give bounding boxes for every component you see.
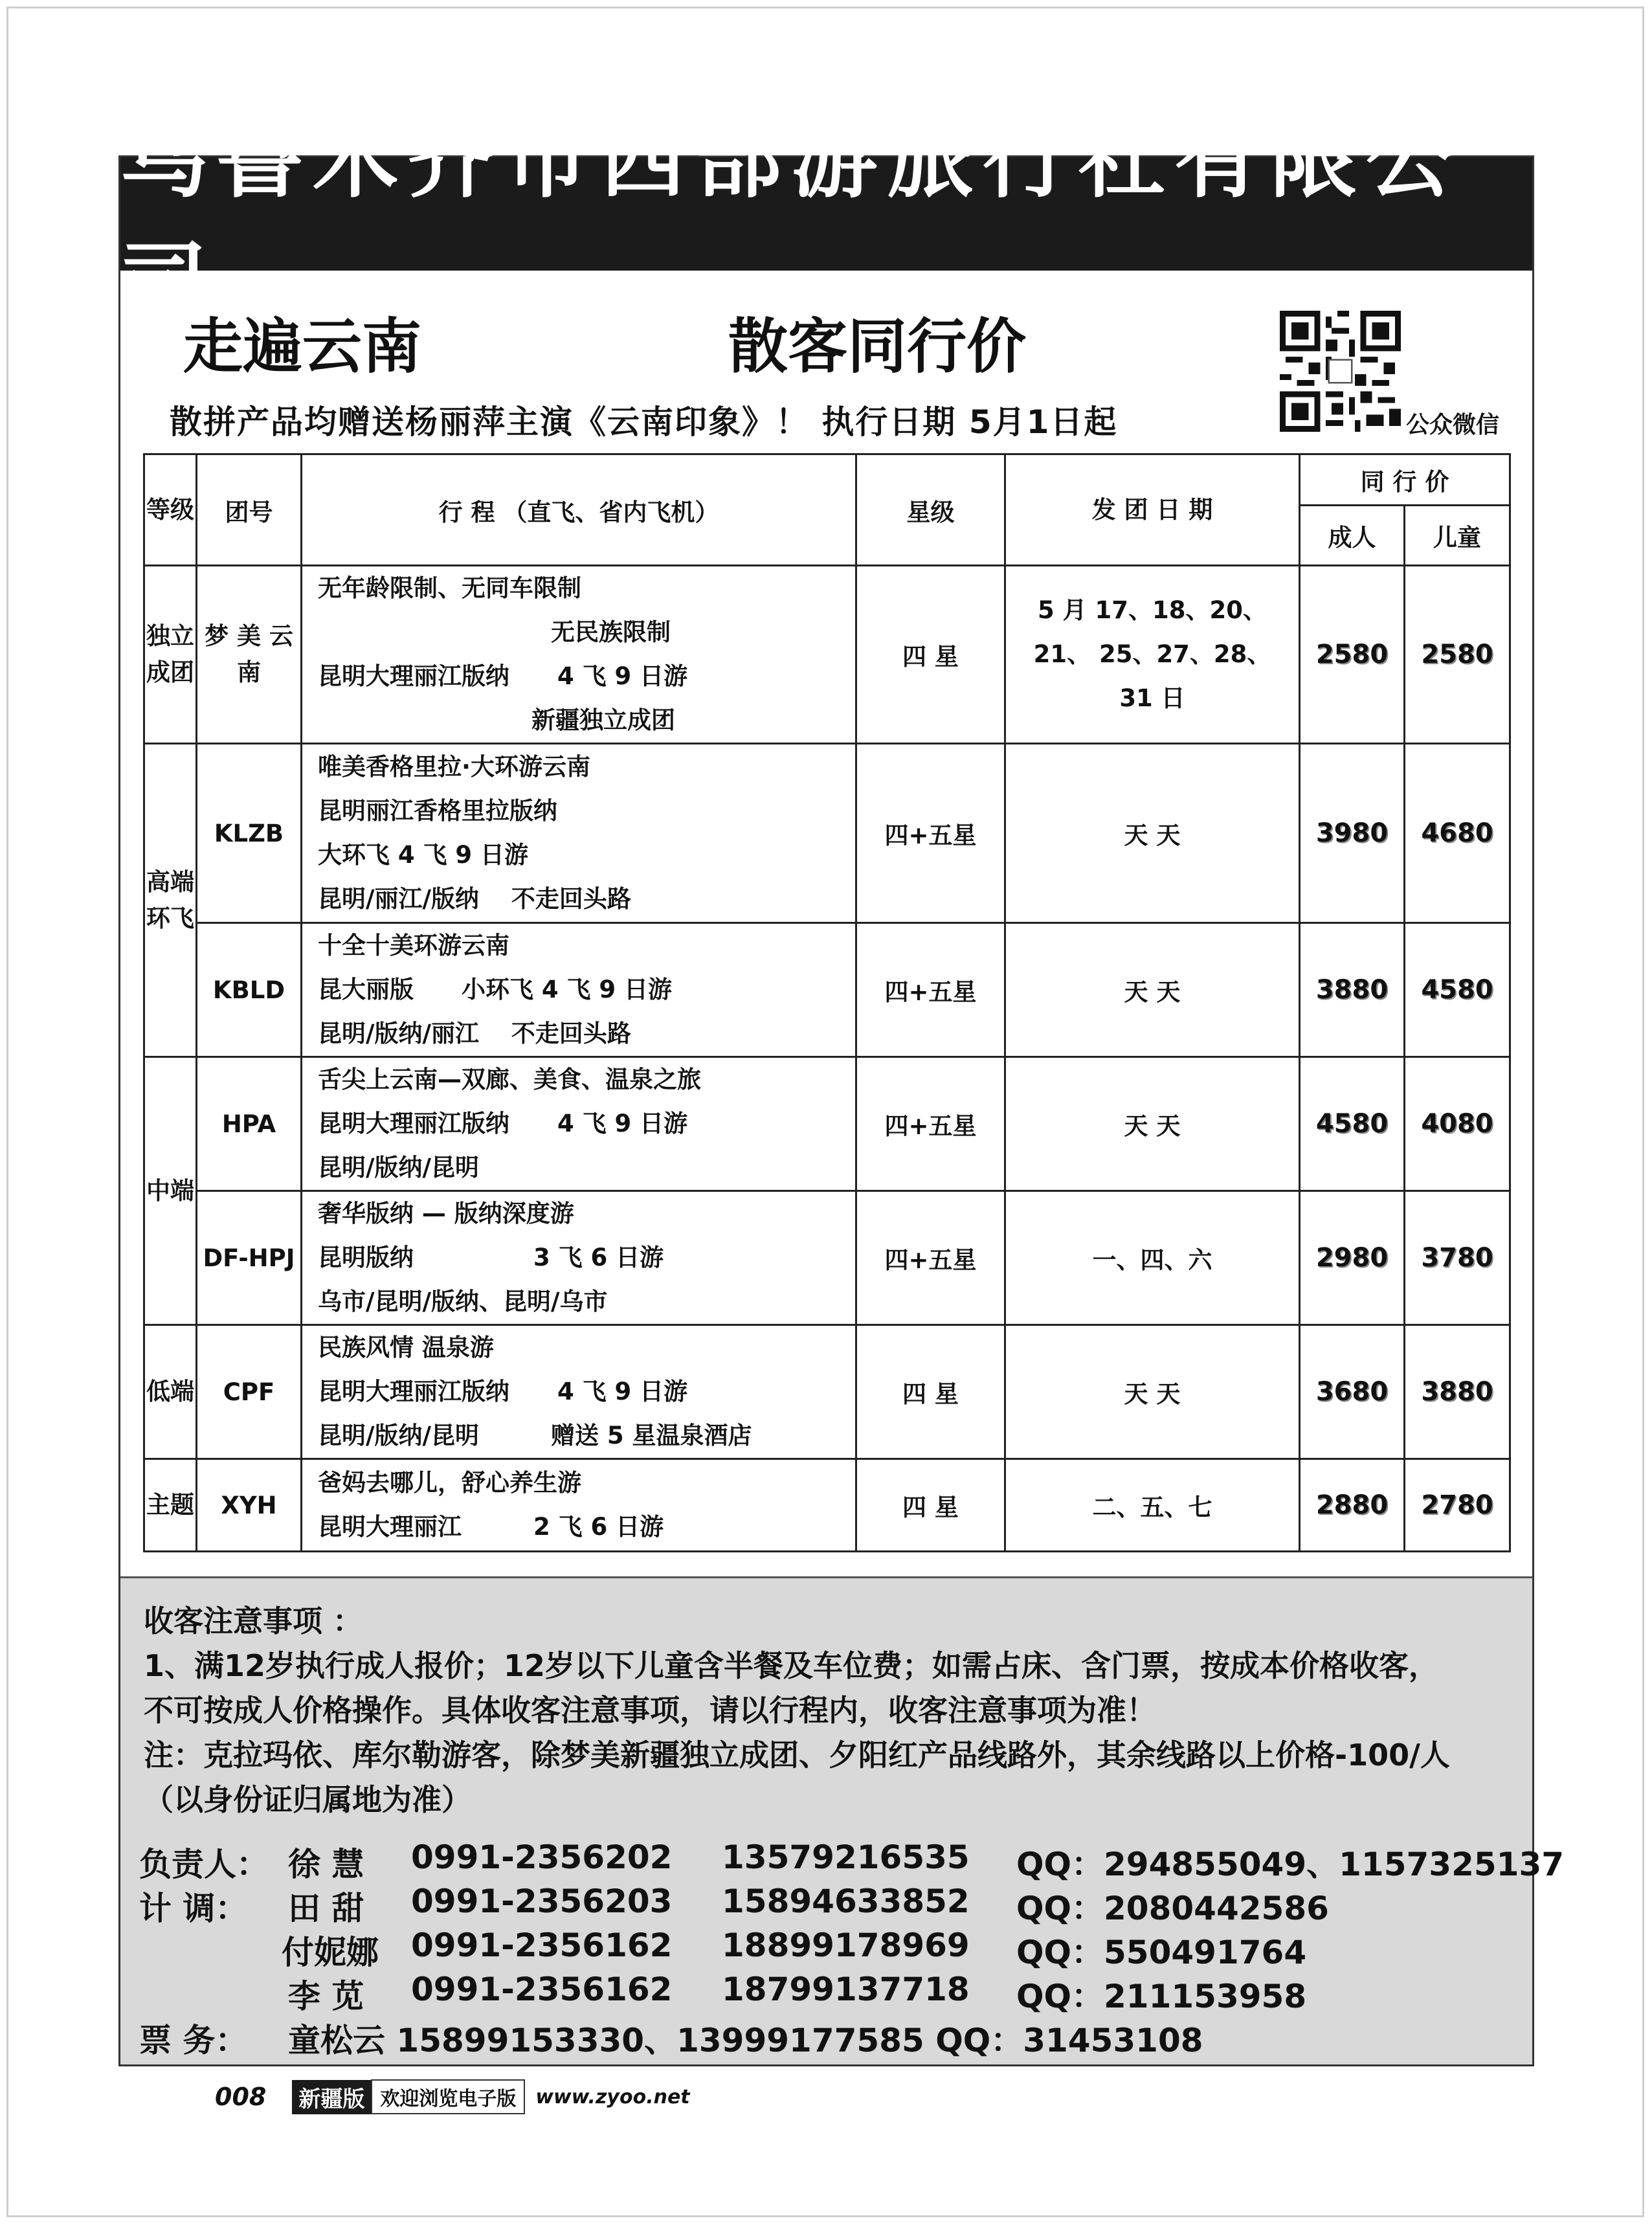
price-table xyxy=(143,453,1511,1552)
notes-line: 不可按成人价格操作。具体收客注意事项，请以行程内，收客注意事项为准！ xyxy=(144,1693,1156,1728)
group-cell: CPF xyxy=(197,1325,302,1459)
qr-code-icon xyxy=(1280,311,1401,432)
route-line: 奢华版纳 — 版纳深度游 xyxy=(318,1200,574,1227)
contact-role: 计 调： xyxy=(139,1890,248,1927)
route-line: 昆明丽江香格里拉版纳 xyxy=(318,797,557,825)
table-row xyxy=(144,1459,1510,1552)
star-cell: 四 星 xyxy=(856,1459,1005,1552)
table-row xyxy=(144,1325,1510,1459)
contact-qq: QQ：211153958 xyxy=(1016,1978,1307,2015)
date-cell: 天 天 xyxy=(1005,744,1300,923)
star-cell: 四 星 xyxy=(856,1325,1005,1459)
page-number: 008 xyxy=(215,2083,267,2111)
group-cell: XYH xyxy=(197,1459,302,1552)
route-line: 昆明/版纳/昆明 xyxy=(318,1154,480,1181)
route-line: 昆明版纳 3 飞 6 日游 xyxy=(318,1244,664,1271)
header-price: 同 行 价 xyxy=(1300,454,1510,506)
group-cell: 梦 美 云 南 xyxy=(197,566,302,744)
contact-mobile: 15894633852 xyxy=(722,1883,970,1920)
notes-title: 收客注意事项 ： xyxy=(144,1604,363,1638)
date-cell: 天 天 xyxy=(1005,1325,1300,1459)
contact-phone: 0991-2356203 xyxy=(411,1883,673,1920)
notes-line: 1、满12岁执行成人报价；12岁以下儿童含半餐及车位费；如需占床、含门票，按成本价格收客， xyxy=(144,1648,1439,1683)
group-cell: KBLD xyxy=(197,923,302,1057)
table-row xyxy=(144,1191,1510,1325)
adult-price: 3880 xyxy=(1300,923,1405,1057)
date-cell: 天 天 xyxy=(1005,923,1300,1057)
route-cell xyxy=(302,1459,856,1552)
route-line: 爸妈去哪儿，舒心养生游 xyxy=(318,1469,581,1497)
contact-name: 付妮娜 xyxy=(282,1934,379,1971)
contact-qq: QQ：294855049、1157325137 xyxy=(1016,1846,1565,1883)
star-cell: 四+五星 xyxy=(856,1191,1005,1325)
date-cell: 5 月 17、18、20、21、 25、27、28、31 日 xyxy=(1005,566,1300,744)
header-grade: 等级 xyxy=(144,454,197,566)
group-cell: KLZB xyxy=(197,744,302,923)
headline-right: 散客同行价 xyxy=(728,312,1027,381)
route-cell xyxy=(302,1057,856,1191)
edition-badge: 新疆版 xyxy=(292,2080,371,2114)
contact-phone: 0991-2356162 xyxy=(411,1927,673,1964)
table-row xyxy=(144,744,1510,923)
star-cell: 四+五星 xyxy=(856,744,1005,923)
route-line: 乌市/昆明/版纳、昆明/乌市 xyxy=(318,1288,608,1315)
grade-cell: 低端 xyxy=(144,1325,197,1459)
adult-price: 2980 xyxy=(1300,1191,1405,1325)
header-star: 星级 xyxy=(856,454,1005,566)
route-line: 昆明大理丽江 2 飞 6 日游 xyxy=(318,1513,664,1541)
notes-line: 注：克拉玛依、库尔勒游客，除梦美新疆独立成团、夕阳红产品线路外，其余线路以上价格-100/人 xyxy=(144,1738,1450,1772)
child-price: 2780 xyxy=(1405,1459,1510,1552)
welcome-label: 欢迎浏览电子版 xyxy=(371,2079,525,2114)
star-cell: 四+五星 xyxy=(856,1057,1005,1191)
route-line: 新疆独立成团 xyxy=(531,706,675,734)
contact-qq: QQ：2080442586 xyxy=(1016,1890,1329,1927)
route-line: 昆明/版纳/丽江 不走回头路 xyxy=(318,1020,631,1047)
route-line: 民族风情 温泉游 xyxy=(318,1334,494,1361)
grade-cell: 主题 xyxy=(144,1459,197,1552)
header-child: 儿童 xyxy=(1405,506,1510,566)
contact-qq: QQ：550491764 xyxy=(1016,1934,1307,1971)
route-line: 昆明/版纳/昆明 赠送 5 星温泉酒店 xyxy=(318,1422,752,1449)
table-row xyxy=(144,566,1510,744)
route-line: 昆大丽版 小环飞 4 飞 9 日游 xyxy=(318,976,673,1003)
grade-cell: 高端环飞 xyxy=(144,744,197,1057)
header-adult: 成人 xyxy=(1300,506,1405,566)
contact-mobile: 18799137718 xyxy=(722,1971,970,2008)
child-price: 3780 xyxy=(1405,1191,1510,1325)
ticket-detail: 童松云 15899153330、13999177585 QQ：31453108 xyxy=(288,2022,1203,2059)
route-line: 无年龄限制、无同车限制 xyxy=(318,574,581,602)
route-cell xyxy=(302,566,856,744)
page-footer xyxy=(215,2083,690,2110)
group-cell: HPA xyxy=(197,1057,302,1191)
adult-price: 3980 xyxy=(1300,744,1405,923)
route-cell xyxy=(302,923,856,1057)
route-line: 昆明/丽江/版纳 不走回头路 xyxy=(318,885,631,913)
headline-left: 走遍云南 xyxy=(183,312,422,381)
table-row xyxy=(144,1057,1510,1191)
route-line: 唯美香格里拉·大环游云南 xyxy=(318,753,591,781)
company-title: 乌鲁木齐市西部游旅行社有限公司 xyxy=(120,157,1532,271)
child-price: 4080 xyxy=(1405,1057,1510,1191)
route-cell xyxy=(302,1325,856,1459)
child-price: 3880 xyxy=(1405,1325,1510,1459)
route-cell xyxy=(302,744,856,923)
adult-price: 2880 xyxy=(1300,1459,1405,1552)
adult-price: 2580 xyxy=(1300,566,1405,744)
date-cell: 天 天 xyxy=(1005,1057,1300,1191)
contact-name: 徐 慧 xyxy=(288,1846,364,1883)
qr-label: 公众微信 xyxy=(1406,412,1500,438)
header-group: 团号 xyxy=(197,454,302,566)
table-row xyxy=(144,923,1510,1057)
notes-line: （以身份证归属地为准） xyxy=(144,1782,471,1817)
route-line: 十全十美环游云南 xyxy=(318,932,509,959)
promo-line: 散拼产品均赠送杨丽萍主演《云南印象》！ 执行日期 5月1日起 xyxy=(170,403,1118,441)
contact-phone: 0991-2356202 xyxy=(411,1839,673,1876)
adult-price: 3680 xyxy=(1300,1325,1405,1459)
child-price: 4680 xyxy=(1405,744,1510,923)
date-cell: 一、四、六 xyxy=(1005,1191,1300,1325)
route-line: 昆明大理丽江版纳 4 飞 9 日游 xyxy=(318,662,688,690)
contact-role: 负责人： xyxy=(139,1846,269,1883)
contact-name: 李 苋 xyxy=(288,1978,364,2015)
adult-price: 4580 xyxy=(1300,1057,1405,1191)
ticket-role: 票 务： xyxy=(139,2022,248,2059)
website-link[interactable]: www.zyoo.net xyxy=(535,2085,690,2108)
route-line: 昆明大理丽江版纳 4 飞 9 日游 xyxy=(318,1110,688,1137)
contact-phone: 0991-2356162 xyxy=(411,1971,673,2008)
route-cell xyxy=(302,1191,856,1325)
star-cell: 四+五星 xyxy=(856,923,1005,1057)
date-cell: 二、五、七 xyxy=(1005,1459,1300,1552)
route-line: 大环飞 4 飞 9 日游 xyxy=(318,841,529,869)
route-line: 无民族限制 xyxy=(551,618,671,646)
child-price: 4580 xyxy=(1405,923,1510,1057)
route-line: 昆明大理丽江版纳 4 飞 9 日游 xyxy=(318,1378,688,1405)
route-line: 舌尖上云南—双廊、美食、温泉之旅 xyxy=(318,1066,701,1093)
grade-cell: 中端 xyxy=(144,1057,197,1325)
contact-name: 田 甜 xyxy=(288,1890,364,1927)
star-cell: 四 星 xyxy=(856,566,1005,744)
grade-cell: 独立成团 xyxy=(144,566,197,744)
child-price: 2580 xyxy=(1405,566,1510,744)
contact-mobile: 18899178969 xyxy=(722,1927,970,1964)
header-route: 行 程 （直飞、省内飞机） xyxy=(302,454,856,566)
notes-text xyxy=(144,1599,1450,1822)
contact-mobile: 13579216535 xyxy=(722,1839,970,1876)
header-date: 发 团 日 期 xyxy=(1005,454,1300,566)
group-cell: DF-HPJ xyxy=(197,1191,302,1325)
